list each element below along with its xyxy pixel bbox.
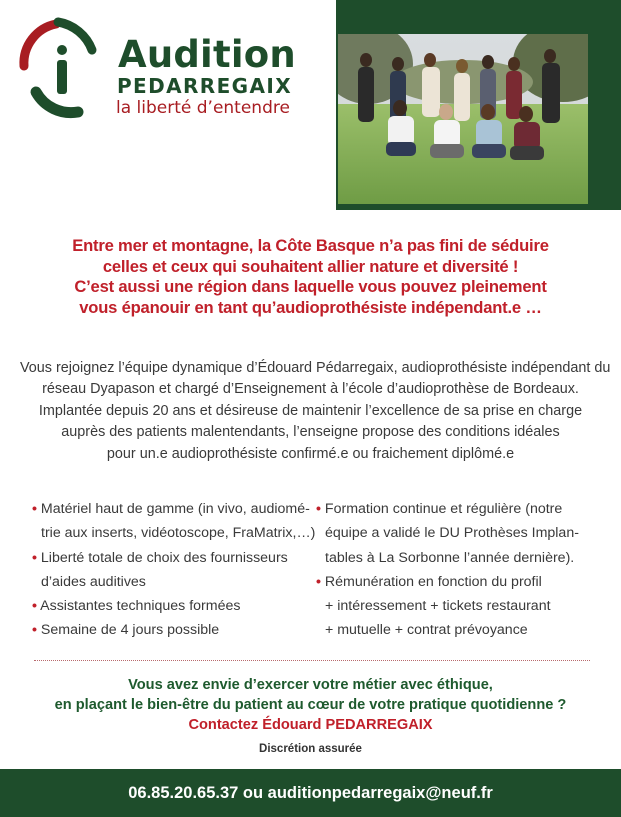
list-item: • Assistantes techniques formées — [32, 598, 241, 615]
description-line: Vous rejoignez l’équipe dynamique d’Édouard Pédarregaix, audioprothésiste indépendant du — [20, 360, 611, 376]
list-item-continuation: + mutuelle + contrat prévoyance — [325, 622, 528, 639]
bullet-icon: • — [316, 501, 321, 517]
intro-line: celles et ceux qui souhaitent allier nature et diversité ! — [102, 256, 519, 276]
team-photo — [338, 34, 588, 204]
intro-line: Entre mer et montagne, la Côte Basque n’a pas fini de séduire — [72, 236, 549, 255]
description-line: réseau Dyapason et chargé d’Enseignement à l’école d’audioprothèse de Bordeaux. — [42, 381, 579, 398]
cta-line: en plaçant le bien-être du patient au cœur de votre pratique quotidienne ? — [54, 697, 567, 714]
call-to-action — [20, 675, 601, 736]
bullet-icon: • — [32, 549, 37, 566]
list-item-continuation: + intéressement + tickets restaurant — [325, 598, 551, 615]
bullet-icon: • — [32, 501, 37, 517]
list-item-continuation: tables à La Sorbonne l’année dernière). — [325, 549, 575, 566]
footer-contact-bar — [0, 769, 621, 817]
discretion-note: Discrétion assurée — [259, 743, 362, 755]
description-line: Implantée depuis 20 ans et désireuse de maintenir l’excellence de sa prise en charge — [38, 402, 583, 419]
intro-text — [40, 236, 581, 318]
list-item-continuation: d’aides auditives — [41, 573, 146, 590]
cta-contact: Contactez Édouard PEDARREGAIX — [188, 717, 433, 734]
description-line: pour un.e audioprothésiste confirmé.e ou fraichement diplômé.e — [106, 445, 515, 462]
description-line: auprès des patients malentendants, l’enseigne propose des conditions idéales — [61, 424, 560, 441]
cta-line: Vous avez envie d’exercer votre métier avec éthique, — [128, 677, 493, 693]
intro-line: C’est aussi une région dans laquelle vous pouvez pleinement — [74, 277, 547, 297]
list-item: • Matériel haut de gamme (in vivo, audiomé- — [32, 501, 310, 517]
list-item: • Formation continue et régulière (notre — [316, 501, 563, 517]
logo-mark-icon — [18, 14, 108, 124]
list-item-continuation: trie aux inserts, vidéotoscope, FraMatrix,…) — [41, 525, 316, 542]
brand-tagline: la liberté d’entendre — [116, 98, 290, 118]
dotted-divider — [34, 660, 590, 661]
benefits-left-list — [32, 497, 316, 643]
intro-line: vous épanouir en tant qu’audioprothésiste indépendant.e … — [79, 297, 542, 317]
list-item-continuation: équipe a validé le DU Prothèses Implan- — [325, 525, 579, 542]
bullet-icon: • — [316, 573, 321, 590]
list-item: • Semaine de 4 jours possible — [32, 622, 220, 639]
logo — [18, 14, 318, 134]
bullet-icon: • — [32, 598, 37, 615]
brand-subname: PEDARREGAIX — [117, 74, 293, 98]
description-text — [20, 358, 611, 465]
footer-contact[interactable]: 06.85.20.65.37 ou auditionpedarregaix@neuf.fr — [128, 783, 493, 802]
list-item: • Rémunération en fonction du profil — [316, 573, 542, 590]
benefits-right-list — [316, 497, 606, 643]
bullet-icon: • — [32, 622, 37, 639]
header-green-band — [336, 0, 621, 20]
brand-name: Audition — [118, 33, 296, 76]
list-item: • Liberté totale de choix des fournisseurs — [32, 549, 288, 566]
